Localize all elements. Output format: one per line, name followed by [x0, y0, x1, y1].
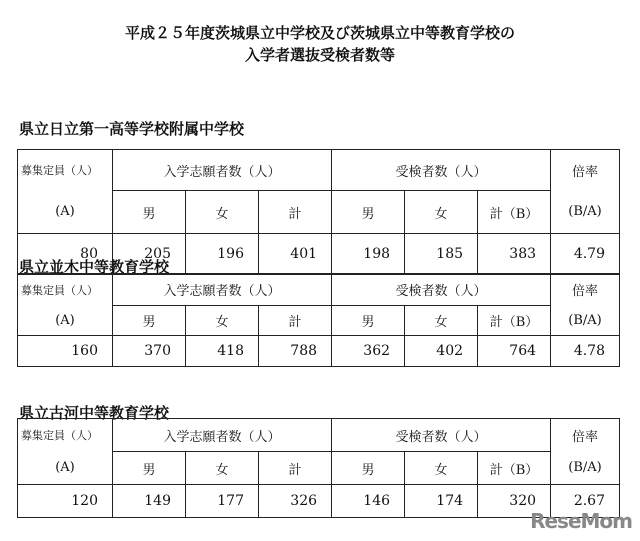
capacity-cell: 募集定員（人） [18, 419, 113, 452]
capacity-cell: 募集定員（人） [18, 274, 113, 306]
header-row [18, 274, 620, 306]
female-cell: 女 [405, 306, 478, 336]
male-cell: 男 [332, 306, 405, 336]
capacity-cell: 募集定員（人） [18, 150, 113, 191]
app_f-cell: 177 [186, 485, 259, 518]
ratio-cell: 2.67 [551, 485, 620, 518]
ratio_sub-cell: (B/A) [551, 306, 620, 336]
header-row [18, 150, 620, 191]
school-table [17, 418, 620, 518]
applicants-cell: 入学志願者数（人） [113, 419, 332, 452]
total_b-cell: 計（B） [478, 306, 551, 336]
capacity_sub-cell: (A) [18, 452, 113, 485]
female-cell: 女 [405, 452, 478, 485]
capacity_sub-cell: (A) [18, 191, 113, 234]
document-title-line1: 平成２５年度茨城県立中学校及び茨城県立中等教育学校の [124, 24, 515, 42]
examinees-cell: 受検者数（人） [332, 274, 551, 306]
ex_m-cell: 198 [332, 234, 405, 275]
table-row [18, 336, 620, 367]
ratio-cell: 倍率 [551, 274, 620, 306]
ratio-cell: 4.79 [551, 234, 620, 275]
subheader-row [18, 191, 620, 234]
total_b-cell: 計（B） [478, 452, 551, 485]
total-cell: 計 [259, 191, 332, 234]
capacity-cell: 120 [18, 485, 113, 518]
male-cell: 男 [332, 191, 405, 234]
school-name: 県立並木中等教育学校 [19, 258, 170, 276]
female-cell: 女 [186, 452, 259, 485]
ex_f-cell: 402 [405, 336, 478, 367]
ratio-cell: 倍率 [551, 150, 620, 191]
total-cell: 計 [259, 452, 332, 485]
ex_t-cell: 383 [478, 234, 551, 275]
ex_f-cell: 174 [405, 485, 478, 518]
app_m-cell: 149 [113, 485, 186, 518]
document-title-line2: 入学者選抜受検者数等 [244, 46, 395, 64]
subheader-row [18, 306, 620, 336]
capacity-cell: 160 [18, 336, 113, 367]
male-cell: 男 [332, 452, 405, 485]
female-cell: 女 [186, 191, 259, 234]
school-name: 県立日立第一高等学校附属中学校 [19, 120, 245, 138]
female-cell: 女 [186, 306, 259, 336]
app_f-cell: 418 [186, 336, 259, 367]
male-cell: 男 [113, 191, 186, 234]
ex_m-cell: 146 [332, 485, 405, 518]
school-name: 県立古河中等教育学校 [19, 404, 170, 422]
resemom-watermark: ReseMom [530, 509, 632, 533]
total_b-cell: 計（B） [478, 191, 551, 234]
ex_t-cell: 320 [478, 485, 551, 518]
app_f-cell: 196 [186, 234, 259, 275]
examinees-cell: 受検者数（人） [332, 419, 551, 452]
app_t-cell: 326 [259, 485, 332, 518]
examinees-cell: 受検者数（人） [332, 150, 551, 191]
ratio-cell: 倍率 [551, 419, 620, 452]
app_m-cell: 205 [113, 234, 186, 275]
total-cell: 計 [259, 306, 332, 336]
app_t-cell: 788 [259, 336, 332, 367]
applicants-cell: 入学志願者数（人） [113, 274, 332, 306]
female-cell: 女 [405, 191, 478, 234]
applicants-cell: 入学志願者数（人） [113, 150, 332, 191]
ratio_sub-cell: (B/A) [551, 452, 620, 485]
capacity-cell: 80 [18, 234, 113, 275]
male-cell: 男 [113, 306, 186, 336]
ex_f-cell: 185 [405, 234, 478, 275]
school-table [17, 273, 620, 367]
app_m-cell: 370 [113, 336, 186, 367]
male-cell: 男 [113, 452, 186, 485]
ex_m-cell: 362 [332, 336, 405, 367]
header-row [18, 419, 620, 452]
ex_t-cell: 764 [478, 336, 551, 367]
ratio_sub-cell: (B/A) [551, 191, 620, 234]
subheader-row [18, 452, 620, 485]
capacity_sub-cell: (A) [18, 306, 113, 336]
app_t-cell: 401 [259, 234, 332, 275]
ratio-cell: 4.78 [551, 336, 620, 367]
